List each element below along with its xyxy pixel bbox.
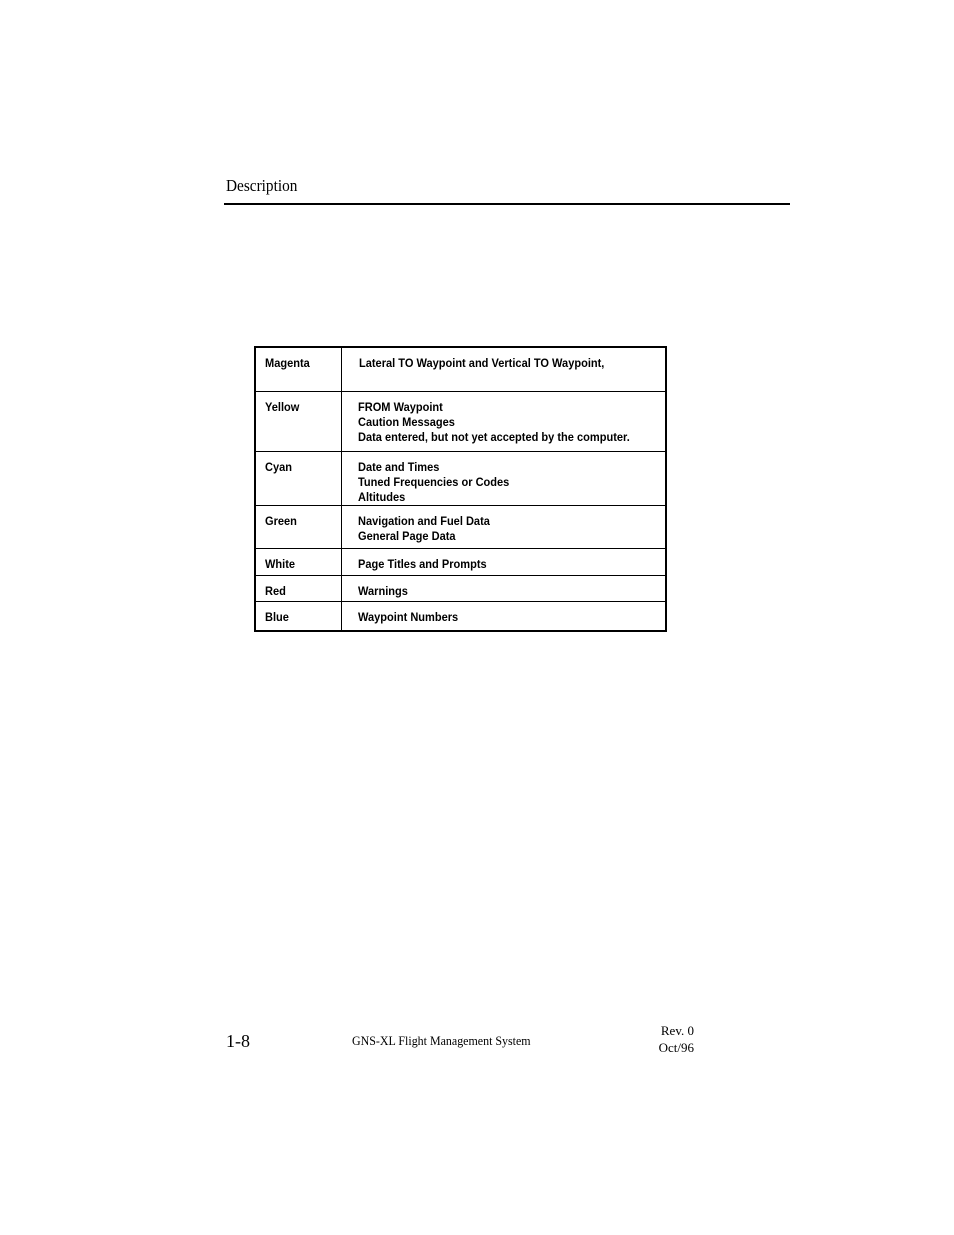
- color-usage-item: Lateral TO Waypoint and Vertical TO Waypoint,: [359, 356, 605, 370]
- color-usage-item: Data entered, but not yet accepted by the computer.: [358, 430, 630, 444]
- revision-label: Rev. 0: [660, 1023, 694, 1038]
- display-color-table: [254, 346, 667, 632]
- table-row: [255, 576, 666, 602]
- color-usage-cell: [342, 452, 667, 506]
- color-usage-cell: [342, 576, 667, 602]
- page-number: 1-8: [226, 1031, 250, 1051]
- color-name: Red: [265, 584, 286, 598]
- color-usage-item: Warnings: [358, 584, 408, 598]
- header-rule: [224, 203, 790, 205]
- color-name: Blue: [265, 610, 289, 624]
- color-usage-cell: [342, 506, 667, 549]
- color-name: Green: [265, 514, 297, 528]
- color-usage-item: Caution Messages: [358, 415, 455, 429]
- color-name-cell: [255, 549, 342, 576]
- color-name-cell: [255, 602, 342, 632]
- color-usage-cell: [342, 602, 667, 632]
- revision-date: Oct/96: [658, 1040, 694, 1055]
- table-row: [255, 392, 666, 452]
- color-usage-item: Altitudes: [358, 490, 406, 504]
- color-name-cell: [255, 347, 342, 392]
- color-name: White: [265, 557, 296, 571]
- table-row: [255, 549, 666, 576]
- color-usage-cell: [342, 392, 667, 452]
- color-usage-item: Date and Times: [358, 460, 440, 474]
- color-usage-cell: [342, 549, 667, 576]
- color-name-cell: [255, 392, 342, 452]
- color-usage-item: Waypoint Numbers: [358, 610, 459, 624]
- color-usage-item: Page Titles and Prompts: [358, 557, 487, 571]
- table-row: [255, 602, 666, 632]
- document-title: GNS-XL Flight Management System: [352, 1033, 531, 1048]
- section-title: Description: [226, 176, 298, 195]
- color-name: Yellow: [265, 400, 300, 414]
- color-usage-item: Tuned Frequencies or Codes: [358, 475, 510, 489]
- table-row: [255, 452, 666, 506]
- color-usage-cell: [342, 347, 667, 392]
- color-usage-item: Navigation and Fuel Data: [358, 514, 490, 528]
- revision-block: [659, 1022, 694, 1056]
- color-usage-item: FROM Waypoint: [358, 400, 443, 414]
- table-row: [255, 506, 666, 549]
- color-name: Magenta: [265, 356, 310, 370]
- color-name-cell: [255, 576, 342, 602]
- color-name-cell: [255, 506, 342, 549]
- color-usage-item: General Page Data: [358, 529, 456, 543]
- table-row: [255, 347, 666, 392]
- color-name: Cyan: [265, 460, 292, 474]
- color-name-cell: [255, 452, 342, 506]
